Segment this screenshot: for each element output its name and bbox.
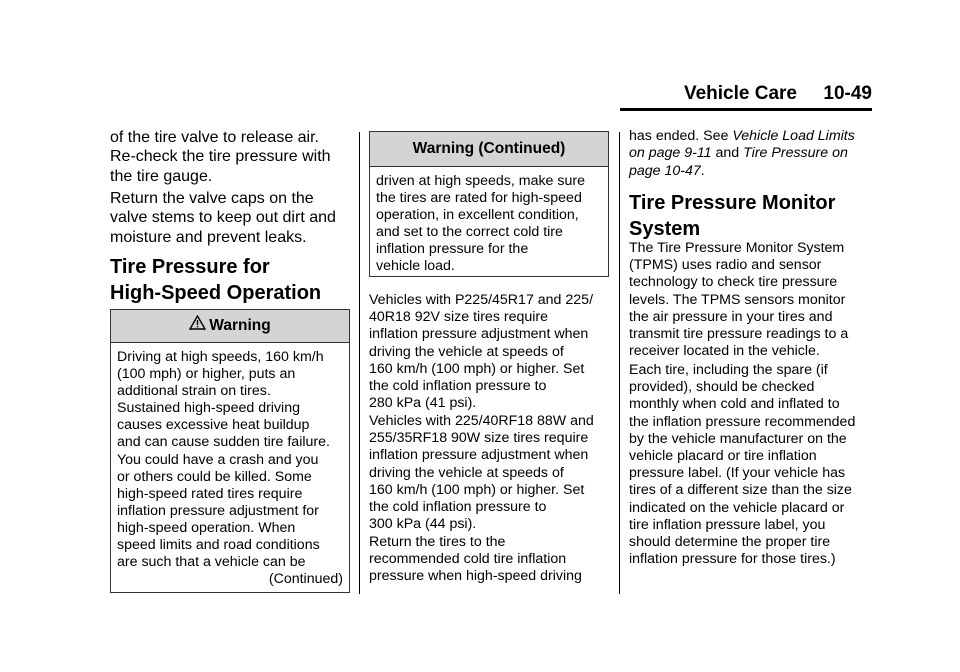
warning-box-high-speed xyxy=(110,309,350,593)
continued-label: (Continued) xyxy=(268,571,343,588)
warning-header: Warning xyxy=(111,310,349,343)
section-heading-tpms: Tire Pressure Monitor System xyxy=(629,192,836,240)
col2-paragraph-3: Return the tires to the recommended cold tire inflation pressure when high-speed driving xyxy=(369,534,582,585)
warning-box-continued xyxy=(369,131,609,277)
header-rule xyxy=(620,108,872,111)
link-vehicle-load-limits[interactable]: Vehicle Load Limits xyxy=(732,128,855,144)
link-page-10-47[interactable]: page 10-47 xyxy=(629,162,701,179)
warning-continued-header: Warning (Continued) xyxy=(370,132,608,167)
link-tire-pressure-on[interactable]: Tire Pressure on xyxy=(743,145,848,162)
col1-paragraph-2: Return the valve caps on the valve stems to keep out dirt and moisture and prevent leaks. xyxy=(110,190,336,246)
col3-paragraph-2: The Tire Pressure Monitor System (TPMS) uses radio and sensor technology to check tire pressure levels. The TPMS sensors monitor the air pressure in your tires and transmit tire pressure readings to a receiver located in the vehicle. xyxy=(629,240,849,360)
section-title: Vehicle Care xyxy=(683,83,797,104)
warning-continued-body: driven at high speeds, make sure the tires are rated for high-speed operation, in excellent condition, and set to the correct cold tire inflation pressure for the vehicle load. xyxy=(376,173,585,275)
warning-triangle-icon xyxy=(189,310,206,342)
col1-paragraph-1: of the tire valve to release air. Re-check the tire pressure with the tire gauge. xyxy=(110,129,331,185)
warning-body: Driving at high speeds, 160 km/h (100 mph) or higher, puts an additional strain on tires. Sustained high-speed driving causes excessive heat buildup and can cause sudden tire failure. You could have a crash and you or others could be killed. Some high-speed rated tires require inflation pressure adjustment for high-speed operation. When speed limits and road conditions are such that a vehicle can be (Continued) xyxy=(117,349,343,588)
page-number: 10-49 xyxy=(823,83,872,104)
col3-paragraph-3: Each tire, including the spare (if provided), should be checked monthly when cold and inflated to the inflation pressure recommended by the vehicle manufacturer on the vehicle placard or tire inflation pressure label. (If your vehicle has tires of a different size than the size indicated on the vehicle placard or tire inflation pressure label, you should determine the proper tire inflation pressure for those tires.) xyxy=(629,362,856,568)
column-divider-2 xyxy=(619,132,620,594)
link-page-9-11[interactable]: on page 9-11 xyxy=(629,145,712,162)
col3-paragraph-1: has ended. See Vehicle Load Limits on page 9-11 and Tire Pressure on page 10-47. xyxy=(629,128,855,179)
col2-paragraph-1: Vehicles with P225/45R17 and 225/ 40R18 92V size tires require inflation pressure adjustment when driving the vehicle at speeds of 160 km/h (100 mph) or higher. Set the cold inflation pressure to 280 kPa (41 psi). xyxy=(369,292,594,412)
col2-paragraph-2: Vehicles with 225/40RF18 88W and 255/35RF18 90W size tires require inflation pressure adjustment when driving the vehicle at speeds of 160 km/h (100 mph) or higher. Set the cold inflation pressure to 300 kPa (44 psi). xyxy=(369,413,594,533)
section-heading-high-speed: Tire Pressure for High-Speed Operation xyxy=(110,256,322,304)
